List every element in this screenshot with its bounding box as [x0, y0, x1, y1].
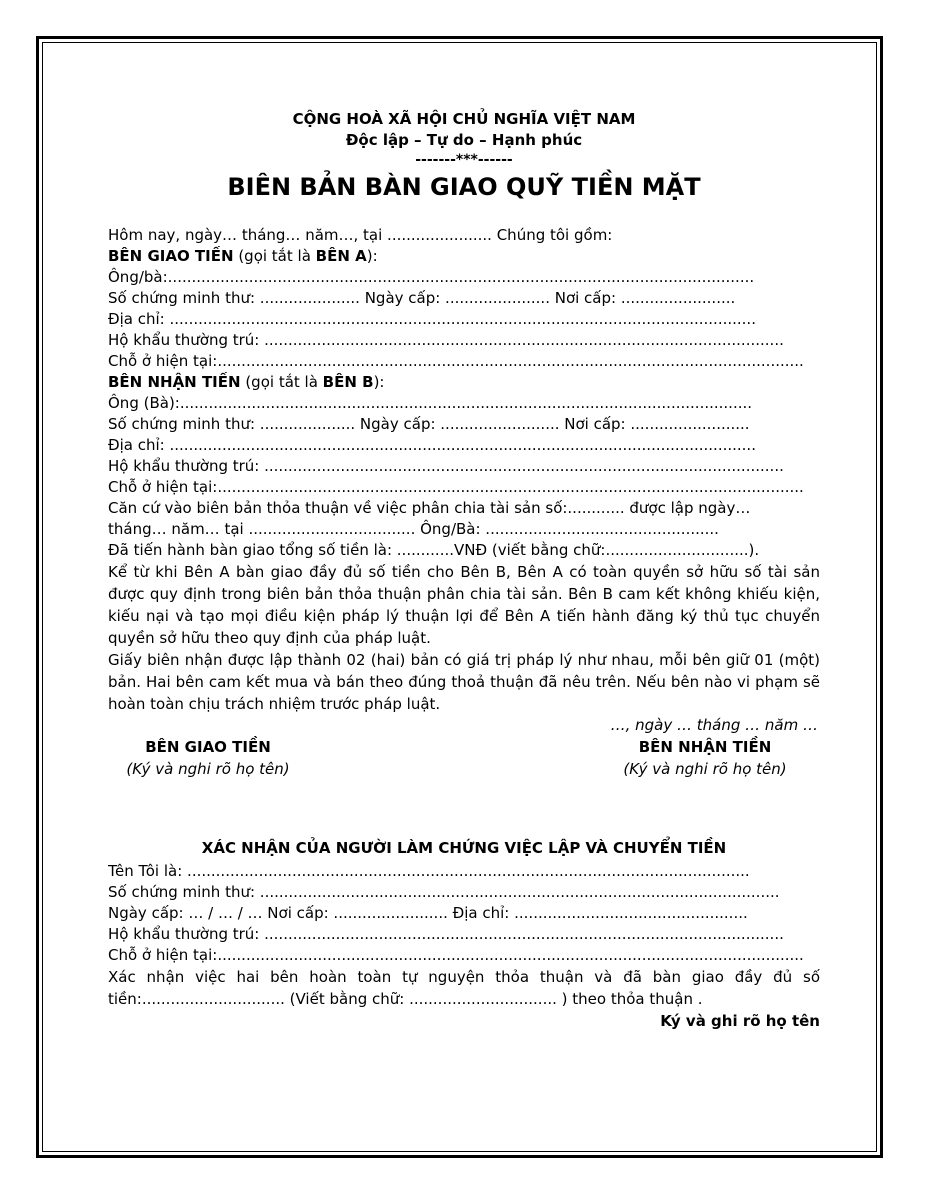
- witness-id-field: Số chứng minh thư: .............................................................................................................: [108, 883, 780, 901]
- motto: Độc lập – Tự do – Hạnh phúc: [345, 131, 583, 149]
- witness-confirm-paragraph: Xác nhận việc hai bên hoàn toàn tự nguyện thỏa thuận và đã bàn giao đầy đủ số tiền:.............................. (Viết bằng chữ: ............................... ) theo thỏa thuận .: [108, 968, 820, 1008]
- witness-title: XÁC NHẬN CỦA NGƯỜI LÀM CHỨNG VIỆC LẬP VÀ CHUYỂN TIỀN: [201, 839, 727, 857]
- basis-line-2: tháng… năm… tại ................................... Ông/Bà: .................................................: [108, 520, 719, 538]
- party-b-residence-field: Hộ khẩu thường trú: .............................................................................................................: [108, 457, 784, 475]
- party-a-residence-field: Hộ khẩu thường trú: .............................................................................................................: [108, 331, 784, 349]
- party-a-name-field: Ông/bà:...........................................................................................................................: [108, 268, 755, 286]
- party-a-address-field: Địa chỉ: ...........................................................................................................................: [108, 310, 756, 328]
- party-a-alias-text: (gọi tắt là: [233, 247, 316, 265]
- witness-residence-field: Hộ khẩu thường trú: .............................................................................................................: [108, 925, 784, 943]
- copies-paragraph: Giấy biên nhận được lập thành 02 (hai) bản có giá trị pháp lý như nhau, mỗi bên giữ 01 (một) bản. Hai bên cam kết mua và bán theo đúng thoả thuận đã nêu trên. Nếu bên nào vi phạm sẽ hoàn toàn chịu trách nhiệm trước pháp luật.: [108, 651, 820, 713]
- party-a-code: BÊN A: [315, 247, 367, 265]
- right-signature-note: (Ký và nghi rõ họ tên): [623, 760, 787, 778]
- witness-name-field: Tên Tôi là: ......................................................................................................................: [108, 862, 750, 880]
- witness-issue-field: Ngày cấp: … / … / … Nơi cấp: ........................ Địa chỉ: .................................................: [108, 904, 748, 922]
- spacer: [108, 780, 820, 838]
- party-b-code: BÊN B: [322, 373, 374, 391]
- left-signature-note: (Ký và nghi rõ họ tên): [126, 760, 290, 778]
- intro-line: Hôm nay, ngày… tháng… năm…, tại ...................... Chúng tôi gồm:: [108, 226, 613, 244]
- amount-line: Đã tiến hành bàn giao tổng số tiền là: ............VNĐ (viết bằng chữ:..............................).: [108, 541, 760, 559]
- party-a-id-field: Số chứng minh thư: ..................... Ngày cấp: ...................... Nơi cấp: ........................: [108, 289, 736, 307]
- ownership-paragraph: Kể từ khi Bên A bàn giao đầy đủ số tiền cho Bên B, Bên A có toàn quyền sở hữu số tài sản được quy định trong biên bản thỏa thuận phân chia tài sản. Bên B cam kết không khiếu kiện, kiếu nại và tạo mọi điều kiện pháp lý thuận lợi để Bên A tiến hành đăng ký thủ tục chuyển quyền sở hữu theo quy định của pháp luật.: [108, 563, 820, 647]
- left-signature-title: BÊN GIAO TIỀN: [145, 738, 271, 756]
- party-b-id-field: Số chứng minh thư: .................... Ngày cấp: ......................... Nơi cấp: .........................: [108, 415, 750, 433]
- signature-row: [108, 736, 820, 780]
- right-signature-title: BÊN NHẬN TIỀN: [638, 738, 772, 756]
- witness-current-address-field: Chỗ ở hiện tại:...........................................................................................................................: [108, 946, 804, 964]
- party-b-name-field: Ông (Bà):........................................................................................................................: [108, 394, 753, 412]
- party-a-end: ):: [366, 247, 378, 265]
- party-b-current-address-field: Chỗ ở hiện tại:...........................................................................................................................: [108, 478, 804, 496]
- signature-right: [590, 736, 820, 780]
- party-a-label: BÊN GIAO TIỀN: [108, 247, 234, 265]
- party-b-alias-text: (gọi tắt là: [240, 373, 323, 391]
- document-title: BIÊN BẢN BÀN GIAO QUỸ TIỀN MẶT: [227, 173, 701, 201]
- country-header: CỘNG HOÀ XÃ HỘI CHỦ NGHĨA VIỆT NAM: [292, 110, 636, 128]
- party-b-end: ):: [373, 373, 385, 391]
- witness-signature-label: Ký và ghi rõ họ tên: [660, 1012, 820, 1030]
- document-body: [108, 109, 820, 1032]
- party-b-heading: [108, 372, 820, 393]
- party-b-address-field: Địa chỉ: ...........................................................................................................................: [108, 436, 756, 454]
- date-line: …, ngày … tháng … năm …: [610, 716, 818, 734]
- signature-left: [108, 736, 308, 780]
- basis-line-1: Căn cứ vào biên bản thỏa thuận về việc phân chia tài sản số:............ được lập ngày…: [108, 499, 751, 517]
- party-b-label: BÊN NHẬN TIỀN: [108, 373, 241, 391]
- separator: -------***------: [415, 152, 513, 168]
- party-a-heading: [108, 246, 820, 267]
- party-a-current-address-field: Chỗ ở hiện tại:...........................................................................................................................: [108, 352, 804, 370]
